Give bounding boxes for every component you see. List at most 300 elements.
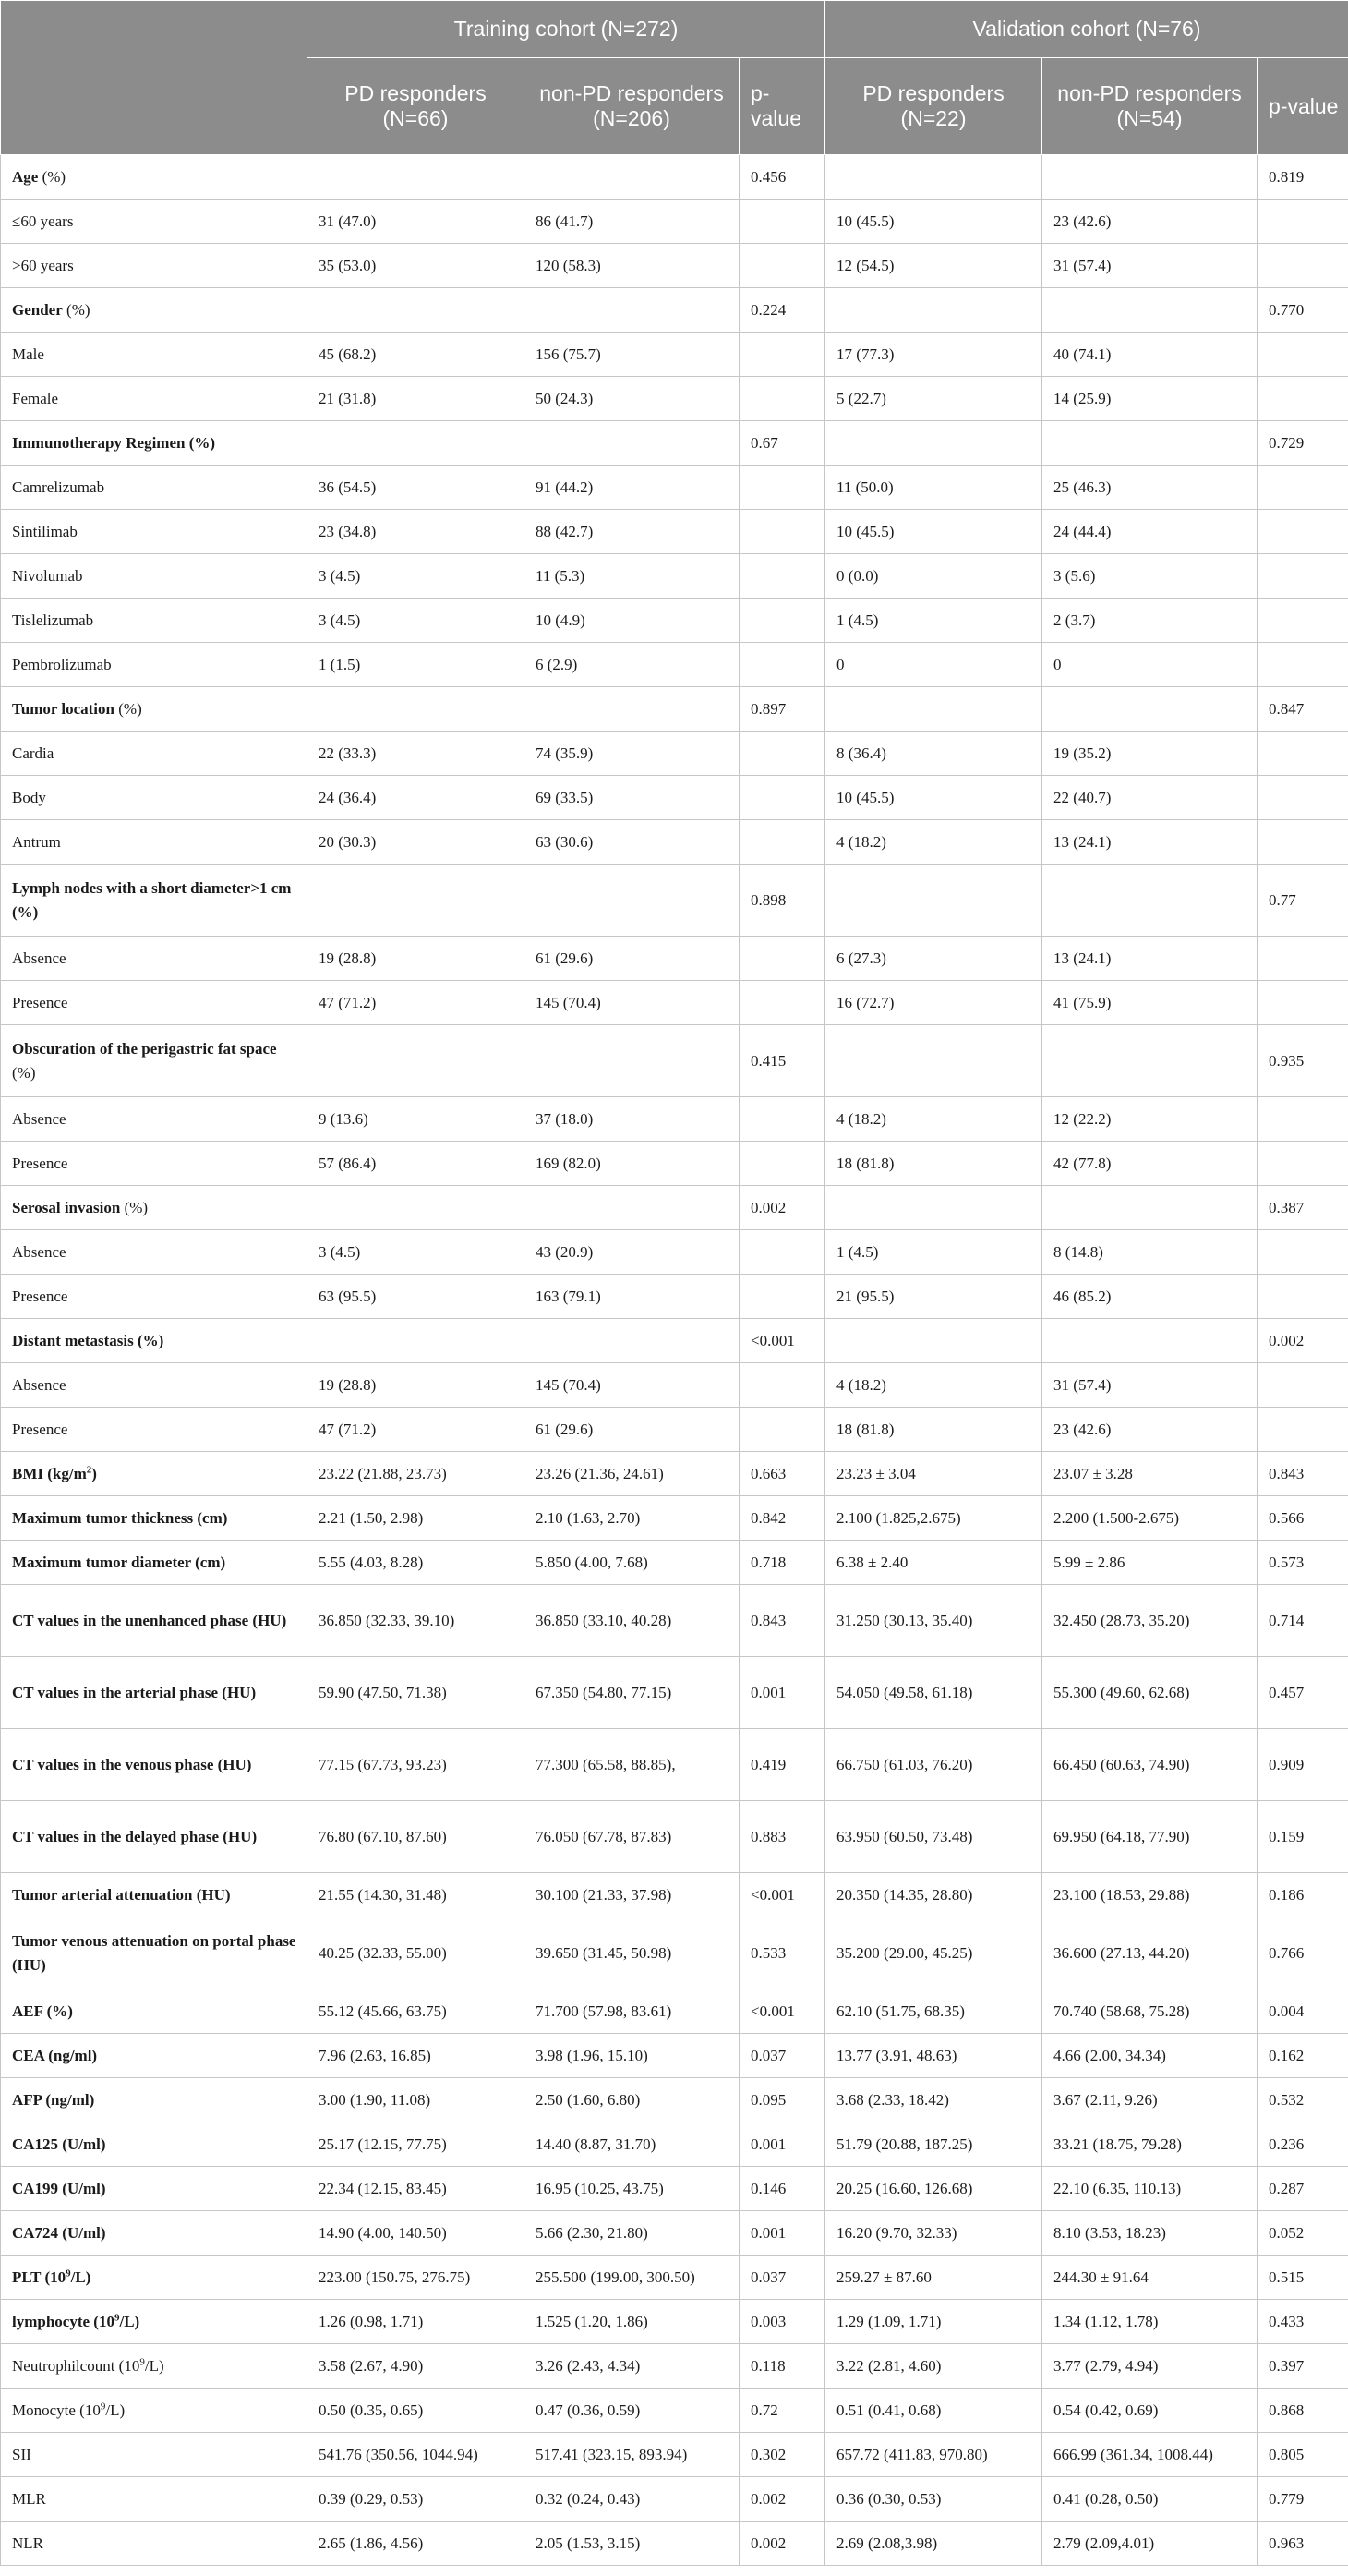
validation-pd-cell: 259.27 ± 87.60: [825, 2256, 1042, 2300]
validation-pd-cell: 0.51 (0.41, 0.68): [825, 2389, 1042, 2433]
training-p-value-cell: [740, 1275, 825, 1319]
training-pd-cell: [307, 865, 524, 937]
training-pd-cell: [307, 155, 524, 200]
validation-pd-cell: 1.29 (1.09, 1.71): [825, 2300, 1042, 2344]
validation-p-value-cell: [1258, 200, 1348, 244]
training-p-value-cell: [740, 643, 825, 687]
row-label: [1, 1186, 307, 1230]
training-p-value-cell: 0.037: [740, 2256, 825, 2300]
validation-pd-cell: 4 (18.2): [825, 1363, 1042, 1408]
row-label: [1, 2211, 307, 2256]
validation-p-value-cell: [1258, 554, 1348, 599]
validation-non-pd-cell: 66.450 (60.63, 74.90): [1042, 1729, 1258, 1801]
training-non-pd-cell: 63 (30.6): [524, 820, 740, 865]
training-non-pd-cell: 43 (20.9): [524, 1230, 740, 1275]
row-label: [1, 2122, 307, 2167]
table-row: [1, 554, 1348, 599]
row-label-suffix: (%): [12, 1063, 36, 1082]
row-label: [1, 466, 307, 510]
training-non-pd-cell: 67.350 (54.80, 77.15): [524, 1657, 740, 1729]
training-pd-cell: 3.58 (2.67, 4.90): [307, 2344, 524, 2389]
training-p-value-cell: [740, 776, 825, 820]
training-p-value-cell: [740, 1097, 825, 1142]
row-label-text: Absence: [12, 1375, 66, 1394]
training-pd-cell: 2.21 (1.50, 2.98): [307, 1496, 524, 1541]
training-pd-cell: 7.96 (2.63, 16.85): [307, 2034, 524, 2078]
row-label: [1, 288, 307, 333]
training-pd-header: PD responders (N=66): [307, 58, 524, 155]
training-pd-cell: [307, 288, 524, 333]
training-non-pd-cell: 5.66 (2.30, 21.80): [524, 2211, 740, 2256]
table-row: [1, 466, 1348, 510]
training-non-pd-cell: [524, 687, 740, 732]
table-row: [1, 1452, 1348, 1496]
validation-non-pd-cell: 46 (85.2): [1042, 1275, 1258, 1319]
row-label: [1, 1989, 307, 2034]
training-p-value-cell: [740, 200, 825, 244]
row-label-text: MLR: [12, 2489, 46, 2508]
validation-non-pd-cell: 3 (5.6): [1042, 554, 1258, 599]
validation-p-value-cell: [1258, 776, 1348, 820]
row-label: [1, 244, 307, 288]
validation-pd-cell: 5 (22.7): [825, 377, 1042, 421]
row-label-superscript: 9: [100, 2400, 106, 2412]
row-label: [1, 599, 307, 643]
validation-cohort-header: Validation cohort (N=76): [825, 1, 1348, 58]
row-label-unit-close: ): [91, 1464, 97, 1482]
validation-non-pd-cell: 40 (74.1): [1042, 333, 1258, 377]
validation-pd-cell: 20.25 (16.60, 126.68): [825, 2167, 1042, 2211]
training-p-value-cell: 0.002: [740, 2477, 825, 2522]
training-p-value-cell: 0.533: [740, 1917, 825, 1989]
validation-pd-cell: 31.250 (30.13, 35.40): [825, 1585, 1042, 1657]
validation-p-value-cell: [1258, 1142, 1348, 1186]
row-label-text: SII: [12, 2445, 31, 2463]
training-non-pd-cell: 2.10 (1.63, 2.70): [524, 1496, 740, 1541]
table-row: [1, 2211, 1348, 2256]
training-non-pd-cell: 69 (33.5): [524, 776, 740, 820]
row-label: [1, 1917, 307, 1989]
table-row: [1, 333, 1348, 377]
validation-non-pd-cell: 69.950 (64.18, 77.90): [1042, 1801, 1258, 1873]
row-label-text: Antrum: [12, 832, 61, 851]
training-non-pd-header: non-PD responders (N=206): [524, 58, 740, 155]
table-row: [1, 1541, 1348, 1585]
row-label-superscript: 2: [86, 1463, 92, 1475]
table-row: [1, 510, 1348, 554]
training-p-value-cell: 0.001: [740, 1657, 825, 1729]
validation-p-value-cell: [1258, 1097, 1348, 1142]
validation-non-pd-cell: 3.67 (2.11, 9.26): [1042, 2078, 1258, 2122]
training-p-value-header: p-value: [740, 58, 825, 155]
validation-non-pd-cell: 4.66 (2.00, 34.34): [1042, 2034, 1258, 2078]
row-label: [1, 2256, 307, 2300]
validation-p-value-cell: [1258, 643, 1348, 687]
validation-non-pd-cell: 13 (24.1): [1042, 820, 1258, 865]
row-label: [1, 1541, 307, 1585]
training-pd-cell: [307, 421, 524, 466]
row-label-text: Maximum tumor thickness (cm): [12, 1508, 228, 1527]
row-label-text: lymphocyte (10: [12, 2312, 114, 2330]
validation-pd-cell: [825, 421, 1042, 466]
table-row: [1, 1363, 1348, 1408]
validation-p-value-cell: 0.287: [1258, 2167, 1348, 2211]
training-non-pd-cell: 156 (75.7): [524, 333, 740, 377]
validation-pd-cell: [825, 1186, 1042, 1230]
training-non-pd-cell: 255.500 (199.00, 300.50): [524, 2256, 740, 2300]
validation-p-value-cell: 0.236: [1258, 2122, 1348, 2167]
validation-non-pd-cell: 13 (24.1): [1042, 937, 1258, 981]
training-pd-cell: 19 (28.8): [307, 937, 524, 981]
validation-p-value-cell: [1258, 377, 1348, 421]
validation-pd-cell: 23.23 ± 3.04: [825, 1452, 1042, 1496]
table-row: [1, 820, 1348, 865]
validation-p-value-cell: 0.052: [1258, 2211, 1348, 2256]
table-row: [1, 981, 1348, 1025]
training-non-pd-cell: [524, 288, 740, 333]
validation-p-value-cell: 0.770: [1258, 288, 1348, 333]
row-label: [1, 2522, 307, 2566]
training-non-pd-cell: 61 (29.6): [524, 937, 740, 981]
training-non-pd-cell: 37 (18.0): [524, 1097, 740, 1142]
training-non-pd-cell: 120 (58.3): [524, 244, 740, 288]
table-row: [1, 1275, 1348, 1319]
training-pd-cell: 23 (34.8): [307, 510, 524, 554]
row-label: [1, 1142, 307, 1186]
validation-pd-cell: 1 (4.5): [825, 599, 1042, 643]
validation-non-pd-cell: 33.21 (18.75, 79.28): [1042, 2122, 1258, 2167]
table-row: [1, 1873, 1348, 1917]
validation-p-value-cell: [1258, 599, 1348, 643]
validation-pd-cell: 66.750 (61.03, 76.20): [825, 1729, 1042, 1801]
validation-pd-cell: 0: [825, 643, 1042, 687]
training-pd-cell: 21.55 (14.30, 31.48): [307, 1873, 524, 1917]
training-pd-cell: 9 (13.6): [307, 1097, 524, 1142]
validation-pd-cell: 54.050 (49.58, 61.18): [825, 1657, 1042, 1729]
training-pd-cell: 47 (71.2): [307, 981, 524, 1025]
table-row: [1, 1097, 1348, 1142]
row-label-text: Presence: [12, 993, 68, 1011]
validation-pd-cell: 1 (4.5): [825, 1230, 1042, 1275]
training-p-value-cell: 0.302: [740, 2433, 825, 2477]
validation-p-value-cell: 0.935: [1258, 1025, 1348, 1097]
training-non-pd-cell: 517.41 (323.15, 893.94): [524, 2433, 740, 2477]
table-row: [1, 2167, 1348, 2211]
training-p-value-cell: [740, 1142, 825, 1186]
validation-p-value-cell: 0.805: [1258, 2433, 1348, 2477]
validation-non-pd-cell: 1.34 (1.12, 1.78): [1042, 2300, 1258, 2344]
table-row: [1, 377, 1348, 421]
row-label: [1, 2477, 307, 2522]
validation-p-value-cell: 0.573: [1258, 1541, 1348, 1585]
validation-non-pd-cell: [1042, 421, 1258, 466]
row-label: [1, 510, 307, 554]
row-label-text: BMI (kg/m: [12, 1464, 87, 1482]
training-p-value-cell: 0.72: [740, 2389, 825, 2433]
validation-non-pd-cell: 70.740 (58.68, 75.28): [1042, 1989, 1258, 2034]
training-p-value-cell: [740, 377, 825, 421]
training-non-pd-cell: [524, 1319, 740, 1363]
training-non-pd-cell: 0.32 (0.24, 0.43): [524, 2477, 740, 2522]
training-pd-cell: 40.25 (32.33, 55.00): [307, 1917, 524, 1989]
training-pd-cell: 25.17 (12.15, 77.75): [307, 2122, 524, 2167]
row-label-superscript: 9: [139, 2355, 145, 2367]
row-label-text: CT values in the venous phase (HU): [12, 1755, 252, 1773]
training-non-pd-cell: [524, 865, 740, 937]
validation-p-value-cell: 0.433: [1258, 2300, 1348, 2344]
table-row: [1, 2344, 1348, 2389]
training-p-value-cell: [740, 937, 825, 981]
training-p-value-cell: 0.843: [740, 1585, 825, 1657]
training-pd-cell: 31 (47.0): [307, 200, 524, 244]
row-label: [1, 2167, 307, 2211]
validation-pd-cell: 0.36 (0.30, 0.53): [825, 2477, 1042, 2522]
row-label: [1, 200, 307, 244]
validation-pd-cell: 4 (18.2): [825, 820, 1042, 865]
validation-non-pd-cell: 2 (3.7): [1042, 599, 1258, 643]
validation-non-pd-cell: 23.100 (18.53, 29.88): [1042, 1873, 1258, 1917]
training-pd-cell: 19 (28.8): [307, 1363, 524, 1408]
training-non-pd-cell: 76.050 (67.78, 87.83): [524, 1801, 740, 1873]
training-pd-cell: 36 (54.5): [307, 466, 524, 510]
validation-non-pd-cell: 2.200 (1.500-2.675): [1042, 1496, 1258, 1541]
validation-p-value-cell: 0.397: [1258, 2344, 1348, 2389]
validation-non-pd-cell: 244.30 ± 91.64: [1042, 2256, 1258, 2300]
training-p-value-cell: 0.415: [740, 1025, 825, 1097]
training-p-value-cell: [740, 1408, 825, 1452]
table-header: [1, 1, 1348, 155]
validation-p-value-header: p-value: [1258, 58, 1348, 155]
training-non-pd-cell: 11 (5.3): [524, 554, 740, 599]
training-pd-cell: 2.65 (1.86, 4.56): [307, 2522, 524, 2566]
training-p-value-cell: [740, 820, 825, 865]
validation-non-pd-cell: [1042, 865, 1258, 937]
validation-pd-cell: 2.100 (1.825,2.675): [825, 1496, 1042, 1541]
row-label: [1, 1873, 307, 1917]
training-pd-cell: 14.90 (4.00, 140.50): [307, 2211, 524, 2256]
training-p-value-cell: 0.002: [740, 1186, 825, 1230]
training-pd-cell: 20 (30.3): [307, 820, 524, 865]
table-row: [1, 2300, 1348, 2344]
table-row: [1, 1142, 1348, 1186]
training-pd-cell: [307, 1319, 524, 1363]
table-row: [1, 865, 1348, 937]
validation-p-value-cell: 0.779: [1258, 2477, 1348, 2522]
row-label-text: Tumor arterial attenuation (HU): [12, 1885, 231, 1904]
table-row: [1, 1657, 1348, 1729]
row-label: [1, 732, 307, 776]
validation-pd-cell: 63.950 (60.50, 73.48): [825, 1801, 1042, 1873]
row-label-suffix: (%): [120, 1198, 149, 1216]
validation-non-pd-cell: [1042, 155, 1258, 200]
row-label-text: Sintilimab: [12, 522, 78, 540]
training-p-value-cell: 0.224: [740, 288, 825, 333]
training-non-pd-cell: 16.95 (10.25, 43.75): [524, 2167, 740, 2211]
row-label-text: CEA (ng/ml): [12, 2046, 98, 2064]
row-label-text: Female: [12, 389, 59, 407]
training-p-value-cell: <0.001: [740, 1873, 825, 1917]
row-label-text: Gender: [12, 300, 63, 319]
row-label-unit-close: /L): [70, 2268, 91, 2286]
table-row: [1, 288, 1348, 333]
row-label: [1, 981, 307, 1025]
table-row: [1, 2433, 1348, 2477]
row-label-text: Maximum tumor diameter (cm): [12, 1553, 226, 1571]
training-p-value-cell: 0.118: [740, 2344, 825, 2389]
validation-p-value-cell: 0.515: [1258, 2256, 1348, 2300]
training-non-pd-cell: 39.650 (31.45, 50.98): [524, 1917, 740, 1989]
validation-p-value-cell: 0.387: [1258, 1186, 1348, 1230]
validation-p-value-cell: 0.909: [1258, 1729, 1348, 1801]
row-label-unit-close: /L): [105, 2401, 126, 2419]
training-non-pd-cell: 1.525 (1.20, 1.86): [524, 2300, 740, 2344]
row-label: [1, 1801, 307, 1873]
training-pd-cell: 55.12 (45.66, 63.75): [307, 1989, 524, 2034]
row-label-text: AFP (ng/ml): [12, 2090, 95, 2109]
training-non-pd-cell: 14.40 (8.87, 31.70): [524, 2122, 740, 2167]
validation-non-pd-cell: 19 (35.2): [1042, 732, 1258, 776]
table-row: [1, 2522, 1348, 2566]
training-p-value-cell: [740, 981, 825, 1025]
training-p-value-cell: 0.001: [740, 2211, 825, 2256]
row-label: [1, 820, 307, 865]
validation-p-value-cell: 0.843: [1258, 1452, 1348, 1496]
validation-non-pd-cell: 42 (77.8): [1042, 1142, 1258, 1186]
row-label: [1, 1319, 307, 1363]
validation-non-pd-header: non-PD responders (N=54): [1042, 58, 1258, 155]
row-label-text: Distant metastasis (%): [12, 1331, 164, 1349]
validation-p-value-cell: 0.002: [1258, 1319, 1348, 1363]
validation-p-value-cell: [1258, 1408, 1348, 1452]
validation-p-value-cell: 0.819: [1258, 155, 1348, 200]
validation-non-pd-cell: 25 (46.3): [1042, 466, 1258, 510]
row-label-text: Absence: [12, 1242, 66, 1261]
validation-non-pd-cell: 23 (42.6): [1042, 1408, 1258, 1452]
row-label: [1, 2389, 307, 2433]
training-p-value-cell: 0.898: [740, 865, 825, 937]
training-pd-cell: 1.26 (0.98, 1.71): [307, 2300, 524, 2344]
validation-pd-cell: 2.69 (2.08,3.98): [825, 2522, 1042, 2566]
row-label-text: Male: [12, 345, 44, 363]
training-non-pd-cell: 71.700 (57.98, 83.61): [524, 1989, 740, 2034]
table-row: [1, 421, 1348, 466]
training-p-value-cell: [740, 1230, 825, 1275]
validation-p-value-cell: 0.714: [1258, 1585, 1348, 1657]
validation-non-pd-cell: 14 (25.9): [1042, 377, 1258, 421]
table-row: [1, 1319, 1348, 1363]
validation-pd-cell: [825, 155, 1042, 200]
validation-pd-cell: 3.22 (2.81, 4.60): [825, 2344, 1042, 2389]
table-row: [1, 244, 1348, 288]
row-label-suffix: (%): [38, 167, 66, 186]
training-non-pd-cell: 77.300 (65.58, 88.85),: [524, 1729, 740, 1801]
validation-p-value-cell: 0.162: [1258, 2034, 1348, 2078]
row-label: [1, 2078, 307, 2122]
training-pd-cell: 3 (4.5): [307, 1230, 524, 1275]
validation-p-value-cell: 0.457: [1258, 1657, 1348, 1729]
validation-non-pd-cell: 0.54 (0.42, 0.69): [1042, 2389, 1258, 2433]
training-p-value-cell: 0.146: [740, 2167, 825, 2211]
training-non-pd-cell: 50 (24.3): [524, 377, 740, 421]
training-pd-cell: 21 (31.8): [307, 377, 524, 421]
validation-pd-cell: 18 (81.8): [825, 1408, 1042, 1452]
validation-p-value-cell: [1258, 937, 1348, 981]
training-pd-cell: [307, 1186, 524, 1230]
training-p-value-cell: <0.001: [740, 1319, 825, 1363]
table-row: [1, 2122, 1348, 2167]
validation-non-pd-cell: [1042, 1186, 1258, 1230]
row-label: [1, 865, 307, 937]
row-label-text: AEF (%): [12, 2002, 73, 2020]
training-non-pd-cell: 61 (29.6): [524, 1408, 740, 1452]
row-label-suffix: (%): [114, 699, 142, 718]
validation-pd-cell: 6.38 ± 2.40: [825, 1541, 1042, 1585]
row-label: [1, 421, 307, 466]
validation-non-pd-cell: 32.450 (28.73, 35.20): [1042, 1585, 1258, 1657]
validation-p-value-cell: 0.566: [1258, 1496, 1348, 1541]
training-p-value-cell: 0.897: [740, 687, 825, 732]
training-pd-cell: 541.76 (350.56, 1044.94): [307, 2433, 524, 2477]
row-label-text: Pembrolizumab: [12, 655, 112, 673]
validation-non-pd-cell: 3.77 (2.79, 4.94): [1042, 2344, 1258, 2389]
validation-p-value-cell: 0.729: [1258, 421, 1348, 466]
training-pd-cell: 63 (95.5): [307, 1275, 524, 1319]
training-pd-cell: 22 (33.3): [307, 732, 524, 776]
training-p-value-cell: 0.718: [740, 1541, 825, 1585]
row-label-text: PLT (10: [12, 2268, 66, 2286]
training-pd-cell: 76.80 (67.10, 87.60): [307, 1801, 524, 1873]
table-row: [1, 200, 1348, 244]
training-p-value-cell: [740, 510, 825, 554]
table-row: [1, 1989, 1348, 2034]
validation-p-value-cell: 0.963: [1258, 2522, 1348, 2566]
validation-non-pd-cell: [1042, 1025, 1258, 1097]
validation-pd-cell: 0 (0.0): [825, 554, 1042, 599]
row-label-text: ≤60 years: [12, 212, 74, 230]
training-pd-cell: 1 (1.5): [307, 643, 524, 687]
validation-pd-cell: 35.200 (29.00, 45.25): [825, 1917, 1042, 1989]
validation-pd-cell: [825, 865, 1042, 937]
row-label: [1, 2433, 307, 2477]
row-label: [1, 2300, 307, 2344]
validation-p-value-cell: 0.159: [1258, 1801, 1348, 1873]
table-body: [1, 155, 1348, 2566]
training-pd-cell: 3 (4.5): [307, 599, 524, 643]
validation-p-value-cell: 0.186: [1258, 1873, 1348, 1917]
validation-pd-cell: 3.68 (2.33, 18.42): [825, 2078, 1042, 2122]
row-label-text: Monocyte (10: [12, 2401, 101, 2419]
validation-non-pd-cell: [1042, 288, 1258, 333]
training-p-value-cell: 0.001: [740, 2122, 825, 2167]
validation-pd-cell: 10 (45.5): [825, 510, 1042, 554]
validation-p-value-cell: [1258, 1230, 1348, 1275]
training-non-pd-cell: 145 (70.4): [524, 981, 740, 1025]
validation-non-pd-cell: 24 (44.4): [1042, 510, 1258, 554]
training-pd-cell: 59.90 (47.50, 71.38): [307, 1657, 524, 1729]
row-label: [1, 937, 307, 981]
validation-pd-cell: 11 (50.0): [825, 466, 1042, 510]
row-label: [1, 1363, 307, 1408]
row-label: [1, 1657, 307, 1729]
validation-non-pd-cell: 0: [1042, 643, 1258, 687]
validation-non-pd-cell: 36.600 (27.13, 44.20): [1042, 1917, 1258, 1989]
row-label-unit-close: /L): [144, 2356, 164, 2375]
table-row: [1, 1408, 1348, 1452]
row-label: [1, 155, 307, 200]
validation-pd-cell: [825, 1319, 1042, 1363]
row-label: [1, 333, 307, 377]
table-row: [1, 776, 1348, 820]
